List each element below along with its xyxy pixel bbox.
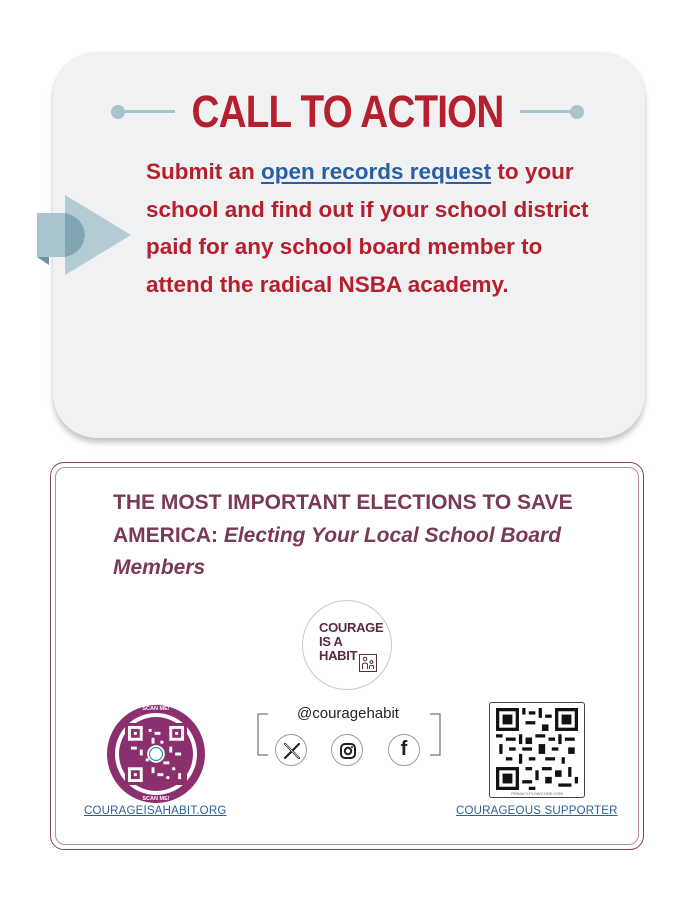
scan-me-label-top: SCAN ME! xyxy=(142,706,170,712)
facebook-icon[interactable]: f xyxy=(388,734,420,766)
social-handle[interactable]: @couragehabit xyxy=(268,705,428,722)
courageous-supporter-link[interactable]: COURAGEOUS SUPPORTER xyxy=(456,805,618,817)
call-to-action-title: CALL TO ACTION xyxy=(191,86,504,137)
x-icon[interactable] xyxy=(275,734,307,766)
courage-is-a-habit-logo xyxy=(302,600,392,690)
qr-pattern-right xyxy=(496,708,578,790)
open-records-request-link[interactable]: open records request xyxy=(261,159,492,184)
logo-line-2: IS A xyxy=(319,634,343,649)
cta-text-start: Submit an xyxy=(146,159,262,184)
website-link[interactable]: COURAGEISAHABIT.ORG xyxy=(84,805,227,817)
elections-heading-italic: Electing Your Local School Board Members xyxy=(113,523,562,579)
supporter-qr-code[interactable] xyxy=(489,702,585,798)
qr-caption: PRIVACY.FLOWCODE.COM xyxy=(511,791,563,796)
elections-heading xyxy=(113,487,613,585)
instagram-icon[interactable] xyxy=(331,734,363,766)
scan-me-label-bottom: SCAN ME! xyxy=(142,796,170,802)
qr-pattern xyxy=(125,723,187,785)
call-to-action-text xyxy=(146,153,616,303)
elections-heading-plain: THE MOST IMPORTANT ELECTIONS TO SAVE AMERICA: xyxy=(113,491,573,547)
cta-text-end: to your school and find out if your school district paid for any school board member to attend the radical NSBA academy. xyxy=(146,159,589,297)
logo-line-1: COURAGE xyxy=(319,620,384,635)
website-qr-code[interactable] xyxy=(107,705,205,803)
arrow-icon xyxy=(37,195,131,275)
family-icon xyxy=(359,654,377,672)
logo-line-3: HABIT xyxy=(319,648,358,663)
